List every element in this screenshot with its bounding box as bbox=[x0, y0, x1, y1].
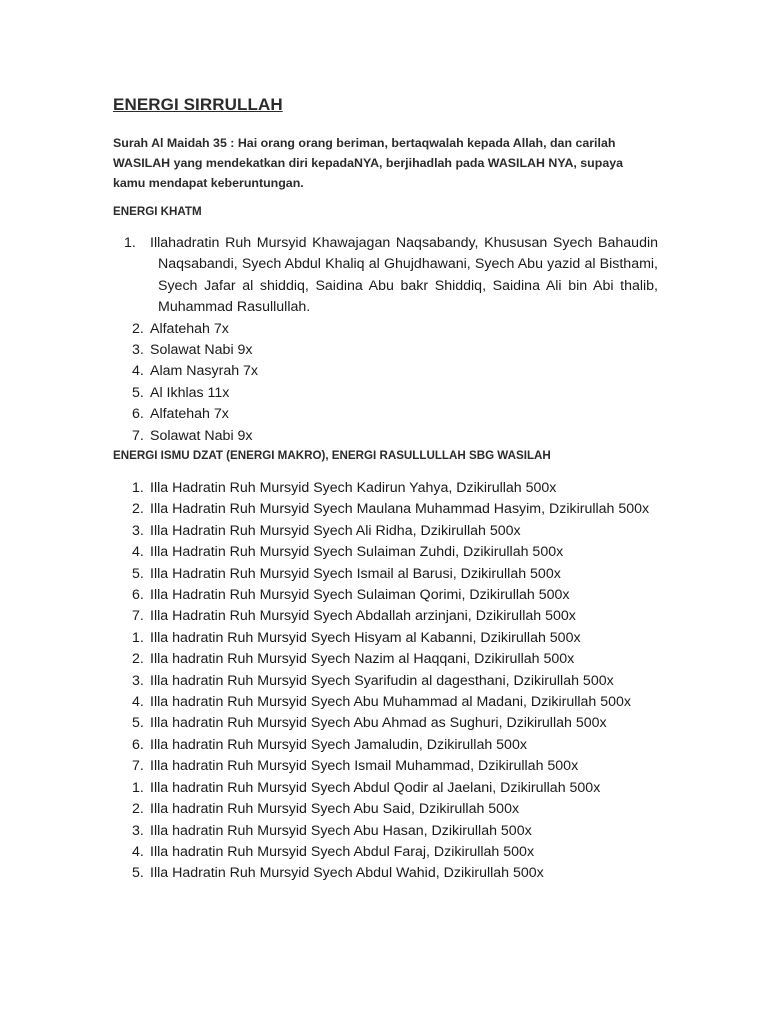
list-item-text: Illa Hadratin Ruh Mursyid Syech Maulana Muhammad Hasyim, Dzikirullah 500x bbox=[150, 501, 650, 518]
list-item bbox=[113, 628, 658, 649]
list-item-text: Illa Hadratin Ruh Mursyid Syech Abdallah arzinjani, Dzikirullah 500x bbox=[150, 608, 576, 625]
list-item-number: 5. bbox=[132, 565, 144, 582]
list-item-number: 2. bbox=[132, 651, 144, 668]
list-item bbox=[113, 585, 658, 606]
list-item-text: Illa hadratin Ruh Mursyid Syech Abu Muhammad al Madani, Dzikirullah 500x bbox=[150, 694, 632, 711]
list-item-text: Alfatehah 7x bbox=[150, 406, 229, 423]
list-item-text: Illahadratin Ruh Mursyid Khawajagan Naqsabandy, Khususan Syech Bahaudin Naqsabandi, Syech Abdul Khaliq al Ghujdhawani, Syech Abu yazid al Bisthami, Syech Jafar al shiddiq, Saidina Abu bakr Shiddiq, Saidina Ali bin Abi thalib, Muhammad Rasullullah. bbox=[150, 235, 658, 316]
khatm-list bbox=[113, 233, 658, 447]
list-item bbox=[113, 521, 658, 542]
list-item bbox=[113, 713, 658, 734]
list-item-number: 1. bbox=[124, 235, 136, 251]
list-item-number: 5. bbox=[132, 865, 144, 882]
list-item-text: Alfatehah 7x bbox=[150, 320, 229, 337]
list-item-text: Illa hadratin Ruh Mursyid Syech Syarifudin al dagesthani, Dzikirullah 500x bbox=[150, 672, 614, 689]
list-item-number: 1. bbox=[132, 480, 144, 496]
list-item-number: 4. bbox=[132, 363, 144, 380]
list-item-text: Al Ikhlas 11x bbox=[150, 384, 230, 401]
list-item bbox=[113, 842, 658, 863]
list-item-number: 1. bbox=[132, 629, 144, 646]
list-item-text: Illa hadratin Ruh Mursyid Syech Ismail Muhammad, Dzikirullah 500x bbox=[150, 758, 579, 775]
list-item-text: Illa hadratin Ruh Mursyid Syech Jamaludin, Dzikirullah 500x bbox=[150, 736, 527, 753]
list-item bbox=[113, 233, 658, 319]
list-item-number: 4. bbox=[132, 694, 144, 711]
list-item bbox=[113, 821, 658, 842]
list-item bbox=[113, 404, 658, 425]
list-item bbox=[113, 564, 658, 585]
list-item bbox=[113, 361, 658, 382]
document-title: ENERGI SIRRULLAH bbox=[113, 95, 283, 114]
list-item-number: 6. bbox=[132, 587, 144, 604]
list-item-text: Illa hadratin Ruh Mursyid Syech Abu Ahmad as Sughuri, Dzikirullah 500x bbox=[150, 715, 607, 732]
list-item-text: Illa Hadratin Ruh Mursyid Syech Ali Ridha, Dzikirullah 500x bbox=[150, 522, 521, 539]
list-item-text: Illa hadratin Ruh Mursyid Syech Hisyam al Kabanni, Dzikirullah 500x bbox=[150, 629, 581, 646]
list-item-number: 7. bbox=[132, 427, 144, 444]
list-item-number: 3. bbox=[132, 522, 144, 539]
list-item bbox=[113, 863, 658, 884]
list-item-number: 3. bbox=[132, 822, 144, 839]
list-item-number: 3. bbox=[132, 672, 144, 689]
list-item-number: 2. bbox=[132, 320, 144, 337]
list-item-text: Illa hadratin Ruh Mursyid Syech Nazim al Haqqani, Dzikirullah 500x bbox=[150, 651, 575, 668]
list-item-text: Illa Hadratin Ruh Mursyid Syech Sulaiman Zuhdi, Dzikirullah 500x bbox=[150, 544, 564, 561]
list-item bbox=[113, 426, 658, 447]
list-item-text: Illa hadratin Ruh Mursyid Syech Abdul Faraj, Dzikirullah 500x bbox=[150, 843, 535, 860]
list-item-text: Illa Hadratin Ruh Mursyid Syech Kadirun Yahya, Dzikirullah 500x bbox=[150, 480, 557, 496]
list-item bbox=[113, 778, 658, 799]
ismu-dzat-list bbox=[113, 478, 658, 885]
list-item-number: 4. bbox=[132, 544, 144, 561]
list-item bbox=[113, 649, 658, 670]
list-item-text: Illa Hadratin Ruh Mursyid Syech Abdul Wahid, Dzikirullah 500x bbox=[150, 865, 544, 882]
list-item-text: Illa hadratin Ruh Mursyid Syech Abu Hasan, Dzikirullah 500x bbox=[150, 822, 532, 839]
intro-paragraph: Surah Al Maidah 35 : Hai orang orang beriman, bertaqwalah kepada Allah, dan carilah WASILAH yang mendekatkan diri kepadaNYA, berjihadlah pada WASILAH NYA, supaya kamu mendapat keberuntungan. bbox=[113, 136, 623, 190]
list-item bbox=[113, 383, 658, 404]
list-item-number: 1. bbox=[132, 779, 144, 796]
list-item-number: 4. bbox=[132, 843, 144, 860]
list-item-text: Illa Hadratin Ruh Mursyid Syech Ismail al Barusi, Dzikirullah 500x bbox=[150, 565, 561, 582]
list-item-text: Solawat Nabi 9x bbox=[150, 427, 253, 444]
list-item bbox=[113, 499, 658, 520]
list-item bbox=[113, 542, 658, 563]
list-item bbox=[113, 671, 658, 692]
list-item bbox=[113, 606, 658, 627]
list-item bbox=[113, 319, 658, 340]
list-item bbox=[113, 692, 658, 713]
list-item-number: 5. bbox=[132, 384, 144, 401]
list-item bbox=[113, 478, 658, 499]
list-item-number: 3. bbox=[132, 342, 144, 359]
list-item bbox=[113, 756, 658, 777]
section-heading-ismu-dzat: ENERGI ISMU DZAT (ENERGI MAKRO), ENERGI RASULLULLAH SBG WASILAH bbox=[113, 449, 551, 462]
list-item-text: Illa Hadratin Ruh Mursyid Syech Sulaiman Qorimi, Dzikirullah 500x bbox=[150, 587, 570, 604]
list-item-text: Illa hadratin Ruh Mursyid Syech Abdul Qodir al Jaelani, Dzikirullah 500x bbox=[150, 779, 601, 796]
list-item-number: 6. bbox=[132, 736, 144, 753]
list-item bbox=[113, 340, 658, 361]
list-item-number: 7. bbox=[132, 758, 144, 775]
list-item-number: 6. bbox=[132, 406, 144, 423]
list-item-number: 2. bbox=[132, 801, 144, 818]
section-heading-khatm: ENERGI KHATM bbox=[113, 205, 202, 218]
list-item bbox=[113, 799, 658, 820]
list-item-number: 5. bbox=[132, 715, 144, 732]
list-item bbox=[113, 735, 658, 756]
list-item-number: 7. bbox=[132, 608, 144, 625]
list-item-text: Solawat Nabi 9x bbox=[150, 342, 253, 359]
list-item-number: 2. bbox=[132, 501, 144, 518]
list-item-text: Illa hadratin Ruh Mursyid Syech Abu Said, Dzikirullah 500x bbox=[150, 801, 520, 818]
list-item-text: Alam Nasyrah 7x bbox=[150, 363, 259, 380]
